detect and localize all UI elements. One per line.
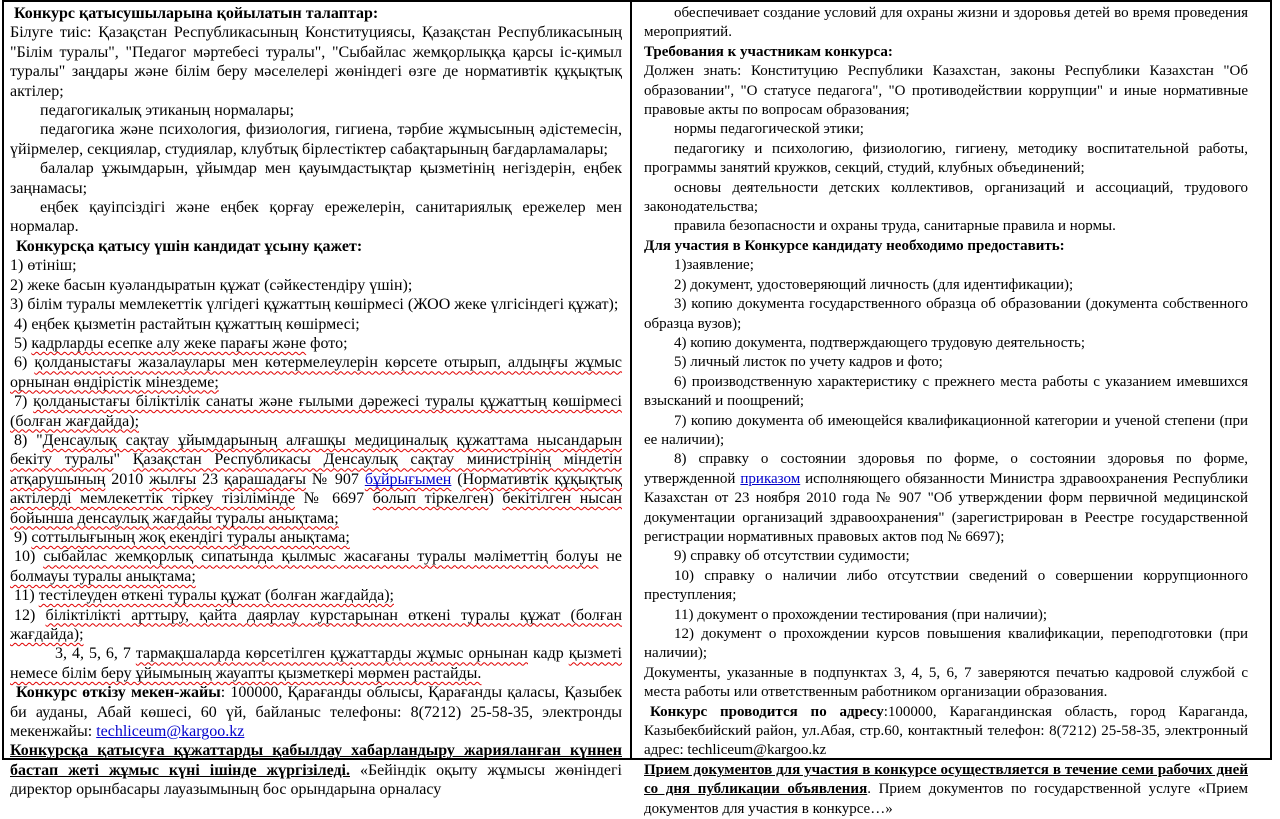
bold-text-run: Прием документов для участия в конкурсе осуществляется в течение семи рабочих дней со дня публикации объявления (644, 761, 1248, 798)
text-run: Документы, указанные в подпунктах 3, 4, 5, 6, 7 заверяются печатью кадровой службой с места работы или ответственным работником организации образования. (644, 664, 1248, 701)
text-run: ) (488, 490, 503, 508)
bold-text-run: Конкурс қатысушыларына қойылатын талаптар: (14, 5, 379, 22)
misspelled-text-run: болмауы туралы анықтама; (10, 567, 196, 585)
misspelled-text-run: болып тіркелген (372, 490, 489, 508)
misspelled-text-run: қолданыстағы біліктілік санаты және ғылыми дәрежесі туралы құжаттың көшірмесі (болған жағдайда); (10, 393, 622, 430)
list-item-kk-6 (10, 353, 622, 392)
para-kk-ethics (10, 101, 622, 120)
misspelled-text-run: тестілеуден өткені туралы құжат (болған жағдайда); (38, 587, 394, 605)
text-run: 5) личный листок по учету кадров и фото; (674, 354, 943, 371)
text-run: кадр (528, 645, 569, 663)
list-item-ru-2 (644, 276, 1248, 295)
text-run: 8) справку о состоянии здоровья по форме, о состоянии здоровья по форме, утвержденной (644, 451, 1248, 487)
misspelled-text-run: Денсаулық сақтау ұйымдарының алғашқы медициналық құжаттама нысандарын бекіту туралы (10, 431, 623, 469)
text-run: " (113, 451, 133, 469)
text-run: 11) документ о прохождении тестирования (при наличии); (674, 606, 1048, 623)
list-item-ru-12 (644, 625, 1248, 664)
para-kk-must-know (10, 23, 622, 101)
text-run: педагогикалық этиканың нормалары; (40, 102, 295, 120)
text-run: основы деятельности детских коллективов, организаций и ассоциаций, трудового законодательства; (644, 179, 1248, 216)
russian-column (630, 0, 1272, 817)
list-item-kk-12 (10, 606, 622, 645)
bold-text-run: Конкурсқа қатысуға құжаттарды қабылдау хабарландыру жарияланған күннен бастап жеті жұмыс күні ішінде жүргізіледі. (10, 742, 622, 779)
text-run: : 100000, Қарағанды облысы, Қарағанды қаласы, Қазыбек би ауданы, Абай көшесі, 60 үй, байланыс телефоны: 8(7212) 25-58-35, электронды мекенжайы: (10, 684, 622, 741)
heading-kk-requirements (10, 4, 622, 23)
text-run: еңбек қауіпсіздігі және еңбек қорғау ережелерін, санитариялық ережелер мен нормалар. (10, 199, 622, 236)
text-run: 6) производственную характеристику с прежнего места работы с указанием имевшихся взысканий и поощрений; (644, 373, 1248, 410)
list-item-kk-11 (10, 586, 622, 605)
text-run: 8) " (14, 431, 43, 449)
text-run: 5) (14, 334, 32, 352)
list-item-ru-4 (644, 334, 1248, 353)
text-run: «Бейіндік оқыту жұмысы жөніндегі директор орынбасары лауазымының бос орындарына орналасу (10, 761, 622, 799)
para-ru-rules (644, 217, 1248, 236)
text-run: 11) (14, 587, 39, 605)
text-run: 23 (196, 470, 224, 488)
misspelled-text-run: жылғы (149, 470, 197, 488)
text-run: . Прием документов по государственной услуге «Прием документов для участия в конкурсе…» (644, 781, 1248, 817)
text-run: 10) (14, 548, 44, 566)
misspelled-text-run: сыбайлас жемқорлық сипатында қылмыс жасағаны туралы мәліметтің болуы (43, 548, 599, 566)
text-run: Должен знать: Конституцию Республики Казахстан, законы Республики Казахстан "Об образовании", "О статусе педагога", "О противодействии коррупции" и иные нормативные правовые акты по вопросам образования; (644, 63, 1248, 119)
para-ru-safety-continuation (644, 4, 1248, 43)
list-item-kk-1 (10, 256, 622, 275)
text-run: 3) білім туралы мемлекеттік үлгідегі құжаттың көшірмесі (ЖОО жеке үлгісіндегі құжат); (10, 296, 619, 314)
text-run: правила безопасности и охраны труда, санитарные правила и нормы. (674, 218, 1116, 235)
misspelled-text-run: Нормативтік құқықтық актілерді мемлекеттік тіркеу тізілімінде (10, 470, 623, 508)
list-item-ru-7 (644, 412, 1248, 451)
text-run: № 907 (305, 470, 365, 488)
para-ru-deadline (644, 761, 1248, 819)
text-run: фото; (306, 334, 348, 352)
misspelled-text-run: тармақшаларда көрсетілген құжаттарды жұмыс орнынан (135, 645, 528, 663)
heading-kk-submit (10, 237, 622, 256)
list-item-kk-7 (10, 392, 622, 431)
misspelled-text-run: қарашадағы (224, 470, 306, 488)
para-kk-children (10, 159, 622, 198)
list-item-kk-8 (10, 431, 622, 528)
text-run: 3, 4, 5, 6, 7 (55, 645, 136, 663)
para-ru-ethics (644, 120, 1248, 139)
text-run: 9) (14, 528, 32, 546)
text-run: 2) жеке басын куәландыратын құжат (сәйкестендіру үшін); (10, 276, 413, 294)
text-run: № 6697 (295, 490, 373, 508)
list-item-kk-10 (10, 547, 622, 586)
text-run: 4) еңбек қызметін растайтын құжаттың көшірмесі; (14, 315, 360, 333)
text-run: ( (451, 470, 463, 488)
para-ru-address (644, 703, 1248, 761)
list-item-kk-4 (10, 315, 622, 334)
list-item-ru-11 (644, 606, 1248, 625)
text-run: 1) өтініш; (10, 257, 77, 275)
text-run: Білуге тиіс: Қазақстан Республикасының Конституциясы, Қазақстан Республикасының "Білім туралы", "Педагог мәртебесі туралы", "Сыбайлас жемқорлыққа қарсы іс-қимыл туралы" заңдары және білім беру мәселелері жөніндегі өзге де нормативтік құқықтық актілер; (10, 24, 622, 100)
text-run: 9) справку об отсутствии судимости; (674, 548, 910, 565)
list-item-ru-8 (644, 450, 1248, 547)
text-run: :100000, Карагандинская область, город Караганда, Казыбекбийский район, ул.Абая, стр.60, контактный телефон: 8(7212) 25-58-35, электронный адрес: techliceum@kargoo.kz (644, 703, 1248, 759)
misspelled-text-run: Қазақстан Республикасы Денсаулық сақтау министрінің міндетін атқарушының (10, 451, 622, 488)
kazakh-column (2, 0, 632, 799)
document-page (2, 0, 1280, 817)
text-run: не (598, 548, 623, 566)
text-run: исполняющего обязанности Министра здравоохранения Республики Казахстан от 23 ноября 2010 года № 907 "Об утверждении форм первичной медицинской документации организаций здравоохранения" (зарегистрирован в Реестре государственной регистрации нормативных правовых актов под № 6697); (644, 470, 1248, 545)
list-item-ru-1 (644, 256, 1248, 275)
bold-text-run: Конкурс проводится по адресу (650, 703, 884, 720)
text-run: педагогику и психологию, физиологию, гигиену, методику воспитательной работы, программы занятий кружков, секций, студий, клубных объединений; (644, 140, 1248, 177)
text-run: 2010 (105, 470, 150, 488)
misspelled-text-run: біліктілікті арттыру, қайта даярлау курстарынан өткені туралы құжат (болған жағдайда); (10, 606, 623, 643)
hyperlink[interactable] (365, 471, 452, 488)
list-item-kk-3 (10, 295, 622, 314)
text-run: педагогика және психология, физиология, гигиена, тәрбие жұмысының әдістемесін, үйірмелер, секциялар, студиялар, клубтық бірлестіктер сабақтарының бағдарламалары; (10, 121, 622, 158)
hyperlink[interactable]: приказом (740, 470, 801, 487)
list-item-kk-9 (10, 528, 622, 547)
text-run: 2) документ, удостоверяющий личность (для идентификации); (674, 276, 1074, 293)
para-kk-pedagogy (10, 120, 622, 159)
misspelled-text-run: қызметі немесе білім беру ұйымының жауапты қызметкері мөрмен растайды. (10, 645, 622, 682)
para-ru-children (644, 179, 1248, 218)
text-run: 12) (14, 606, 46, 624)
text-run: 7) копию документа об имеющейся квалификационной категории и ученой степени (при ее наличии); (644, 412, 1248, 448)
list-item-ru-9 (644, 547, 1248, 566)
para-ru-pedagogy (644, 140, 1248, 179)
list-item-ru-6 (644, 373, 1248, 412)
text-run: 4) копию документа, подтверждающего трудовую деятельность; (674, 334, 1085, 351)
misspelled-text-run: бекітілген нысан бойынша денсаулық жағдайы туралы анықтама; (10, 490, 622, 527)
list-item-kk-2 (10, 276, 622, 295)
para-kk-address (10, 683, 622, 741)
para-kk-deadline (10, 741, 622, 799)
list-item-kk-5 (10, 334, 622, 353)
bold-text-run: Конкурсқа қатысу үшін кандидат ұсыну қажет: (16, 237, 363, 255)
para-kk-safety (10, 198, 622, 237)
text-run: 1)заявление; (674, 257, 754, 274)
bold-text-run: Для участия в Конкурсе кандидату необходимо предоставить: (644, 237, 1065, 254)
list-item-ru-5 (644, 353, 1248, 372)
text-run: 7) (14, 393, 34, 411)
bold-text-run: Конкурс өткізу мекен-жайы (16, 684, 221, 702)
text-run: 3) копию документа государственного образца об образовании (документа собственного образца вузов); (644, 296, 1248, 332)
list-item-ru-10 (644, 567, 1248, 606)
list-item-ru-3 (644, 295, 1248, 334)
heading-ru-submit (644, 237, 1248, 256)
bold-text-run: Требования к участникам конкурса: (644, 43, 893, 60)
misspelled-text-run: бұйрығымен (364, 470, 452, 488)
misspelled-text-run: қолданыстағы жазалаулары мен көтермелеулерін көрсете отырып, алдыңғы жұмыс орнынан өндірістік мінездеме; (10, 354, 623, 391)
para-kk-certify (10, 644, 622, 683)
text-run: нормы педагогической этики; (674, 121, 864, 138)
misspelled-text-run: соттылығының жоқ екендігі туралы анықтама; (31, 528, 350, 546)
text-run: 12) документ о прохождении курсов повышения квалификации, переподготовки (при наличии); (644, 626, 1248, 662)
heading-ru-requirements (644, 43, 1248, 62)
para-ru-must-know (644, 62, 1248, 120)
text-run: балалар ұжымдарын, ұйымдар мен қауымдастықтар қызметінің негіздерін, еңбек заңнамасы; (10, 160, 622, 197)
para-ru-certify (644, 664, 1248, 703)
text-run: обеспечивает создание условий для охраны жизни и здоровья детей во время проведения мероприятий. (644, 5, 1248, 41)
text-run: 6) (14, 354, 35, 372)
misspelled-text-run: кадрларды есепке алу жеке парағы және (31, 334, 307, 352)
hyperlink[interactable]: techliceum@kargoo.kz (96, 723, 245, 741)
text-run: 10) справку о наличии либо отсутствии сведений о совершении коррупционного преступления; (644, 567, 1248, 604)
